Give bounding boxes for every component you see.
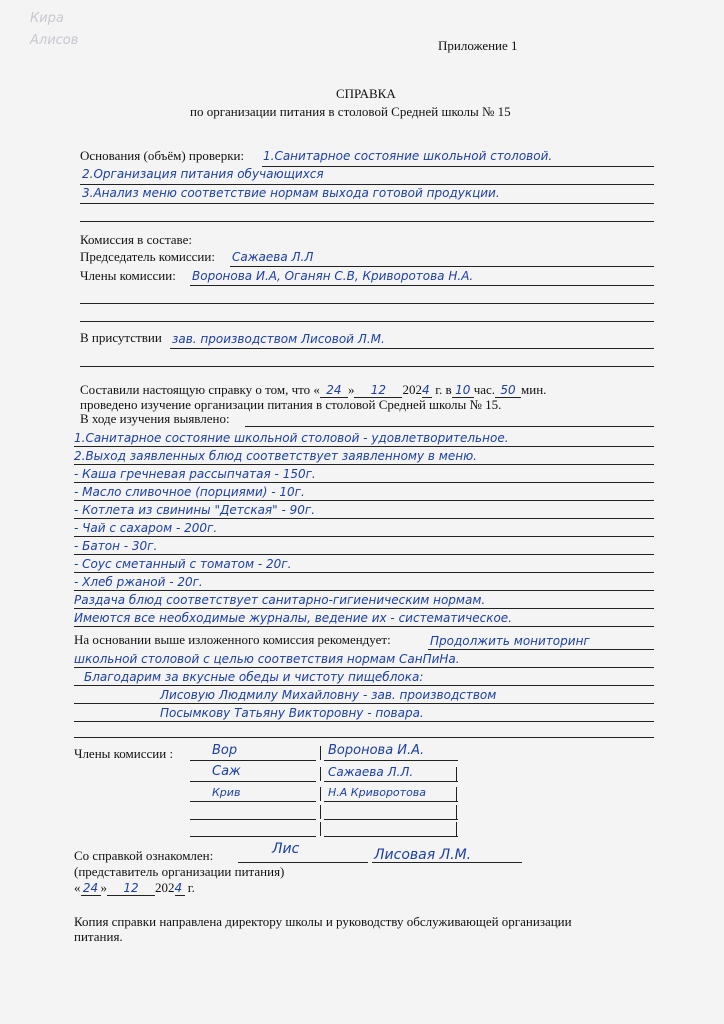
underline	[80, 303, 654, 304]
composed-year-digit: 4	[422, 383, 432, 398]
separator	[456, 767, 457, 781]
underline	[74, 518, 654, 519]
separator	[320, 822, 321, 836]
members-label: Члены комиссии:	[80, 268, 176, 283]
underline	[74, 536, 654, 537]
finding-line: 2.Выход заявленных блюд соответствует заявленному в меню.	[74, 449, 477, 463]
signature-line	[190, 801, 316, 802]
acquainted-signature: Лис	[272, 841, 300, 857]
underline	[74, 667, 654, 668]
underline	[80, 203, 654, 204]
signature-line	[190, 836, 316, 837]
underline	[190, 285, 654, 286]
recommend-label: На основании выше изложенного комиссия рекомендует:	[74, 632, 391, 647]
basis-line: 2.Организация питания обучающихся	[82, 167, 324, 181]
chairman-value: Сажаева Л.Л	[232, 250, 314, 264]
underline	[74, 703, 654, 704]
underline	[74, 626, 654, 627]
underline	[74, 500, 654, 501]
underline	[74, 737, 654, 738]
underline	[74, 721, 654, 722]
signatures-label: Члены комиссии :	[74, 746, 174, 761]
name-line	[372, 862, 522, 863]
signature-line	[190, 781, 316, 782]
separator	[456, 805, 457, 819]
signature-mark: Крив	[212, 786, 241, 799]
acquainted-label: Со справкой ознакомлен:	[74, 848, 214, 863]
findings-label: В ходе изучения выявлено:	[80, 411, 230, 426]
signature-line	[190, 760, 316, 761]
conducted-text: проведено изучение организации питания в столовой Средней школы № 15.	[80, 397, 502, 412]
underline	[74, 572, 654, 573]
composed-hour: 10	[452, 383, 474, 398]
finding-line: 1.Санитарное состояние школьной столовой - удовлетворительное.	[74, 431, 509, 445]
underline	[80, 184, 654, 185]
chairman-label: Председатель комиссии:	[80, 249, 215, 264]
underline	[80, 321, 654, 322]
basis-label: Основания (объём) проверки:	[80, 148, 245, 163]
underline	[74, 446, 654, 447]
basis-line: 3.Анализ меню соответствие нормам выхода готовой продукции.	[82, 186, 500, 200]
underline	[74, 464, 654, 465]
underline	[74, 590, 654, 591]
footer-day: 24	[81, 881, 101, 896]
name-line	[324, 801, 458, 802]
copy-note-cont: питания.	[74, 929, 123, 944]
underline	[74, 554, 654, 555]
signature-name: Сажаева Л.Л.	[328, 765, 414, 779]
finding-line: - Котлета из свинины "Детская" - 90г.	[74, 503, 316, 517]
recommend-line: Посымкову Татьяну Викторовну - повара.	[160, 706, 424, 720]
finding-line: - Чай с сахаром - 200г.	[74, 521, 218, 535]
finding-line: - Каша гречневая рассыпчатая - 150г.	[74, 467, 316, 481]
signature-mark: Вор	[212, 743, 238, 758]
finding-line: - Соус сметанный с томатом - 20г.	[74, 557, 292, 571]
recommend-line: Продолжить мониторинг	[430, 634, 590, 648]
members-value: Воронова И.А, Оганян С.В, Криворотова Н.А.	[192, 269, 474, 283]
finding-line: Раздача блюд соответствует санитарно-гигиеническим нормам.	[74, 593, 486, 607]
signature-line	[238, 862, 368, 863]
underline	[170, 348, 654, 349]
signature-mark: Саж	[212, 764, 241, 779]
signature-name: Воронова И.А.	[328, 743, 425, 758]
commission-heading: Комиссия в составе:	[80, 232, 192, 247]
composed-line: Составили настоящую справку о том, что « 24 » 12 2024 г. в 10 час. 50 мин.	[80, 382, 547, 397]
finding-line: - Батон - 30г.	[74, 539, 158, 553]
recommend-line: школьной столовой с целью соответствия нормам СанПиНа.	[74, 652, 460, 666]
name-line	[324, 760, 458, 761]
composed-day: 24	[320, 383, 348, 398]
signature-line	[190, 819, 316, 820]
recommend-line: Лисовую Людмилу Михайловну - зав. производством	[160, 688, 497, 702]
document-subtitle: по организации питания в столовой Средней школы № 15	[190, 104, 511, 119]
separator	[456, 787, 457, 801]
appendix-label: Приложение 1	[438, 38, 518, 53]
footer-month: 12	[107, 881, 155, 896]
composed-minute: 50	[495, 383, 521, 398]
footer-date: « 24 » 12 2024 г.	[74, 880, 195, 895]
underline	[74, 608, 654, 609]
acquainted-role: (представитель организации питания)	[74, 864, 285, 879]
separator	[320, 805, 321, 819]
separator	[320, 746, 321, 760]
underline	[245, 426, 654, 427]
separator	[320, 787, 321, 801]
corner-pencil-note: Кира Алисов	[30, 11, 79, 48]
underline	[74, 482, 654, 483]
composed-month: 12	[354, 383, 402, 398]
name-line	[324, 781, 458, 782]
underline	[80, 366, 654, 367]
underline	[428, 649, 654, 650]
copy-note: Копия справки направлена директору школы и руководству обслуживающей организации	[74, 914, 572, 929]
underline	[80, 221, 654, 222]
presence-label: В присутствии	[80, 330, 162, 345]
signature-name: Н.А Криворотова	[328, 786, 427, 799]
separator	[320, 767, 321, 781]
recommend-line: Благодарим за вкусные обеды и чистоту пищеблока:	[84, 670, 424, 684]
name-line	[324, 836, 458, 837]
acquainted-name: Лисовая Л.М.	[374, 847, 472, 863]
separator	[456, 822, 457, 836]
finding-line: - Хлеб ржаной - 20г.	[74, 575, 203, 589]
name-line	[324, 819, 458, 820]
finding-line: Имеются все необходимые журналы, ведение их - систематическое.	[74, 611, 512, 625]
underline	[230, 266, 654, 267]
underline	[74, 685, 654, 686]
document-title: СПРАВКА	[336, 86, 396, 101]
presence-value: зав. производством Лисовой Л.М.	[172, 332, 385, 346]
basis-line: 1.Санитарное состояние школьной столовой.	[263, 149, 553, 163]
footer-year-digit: 4	[175, 881, 185, 896]
finding-line: - Масло сливочное (порциями) - 10г.	[74, 485, 305, 499]
